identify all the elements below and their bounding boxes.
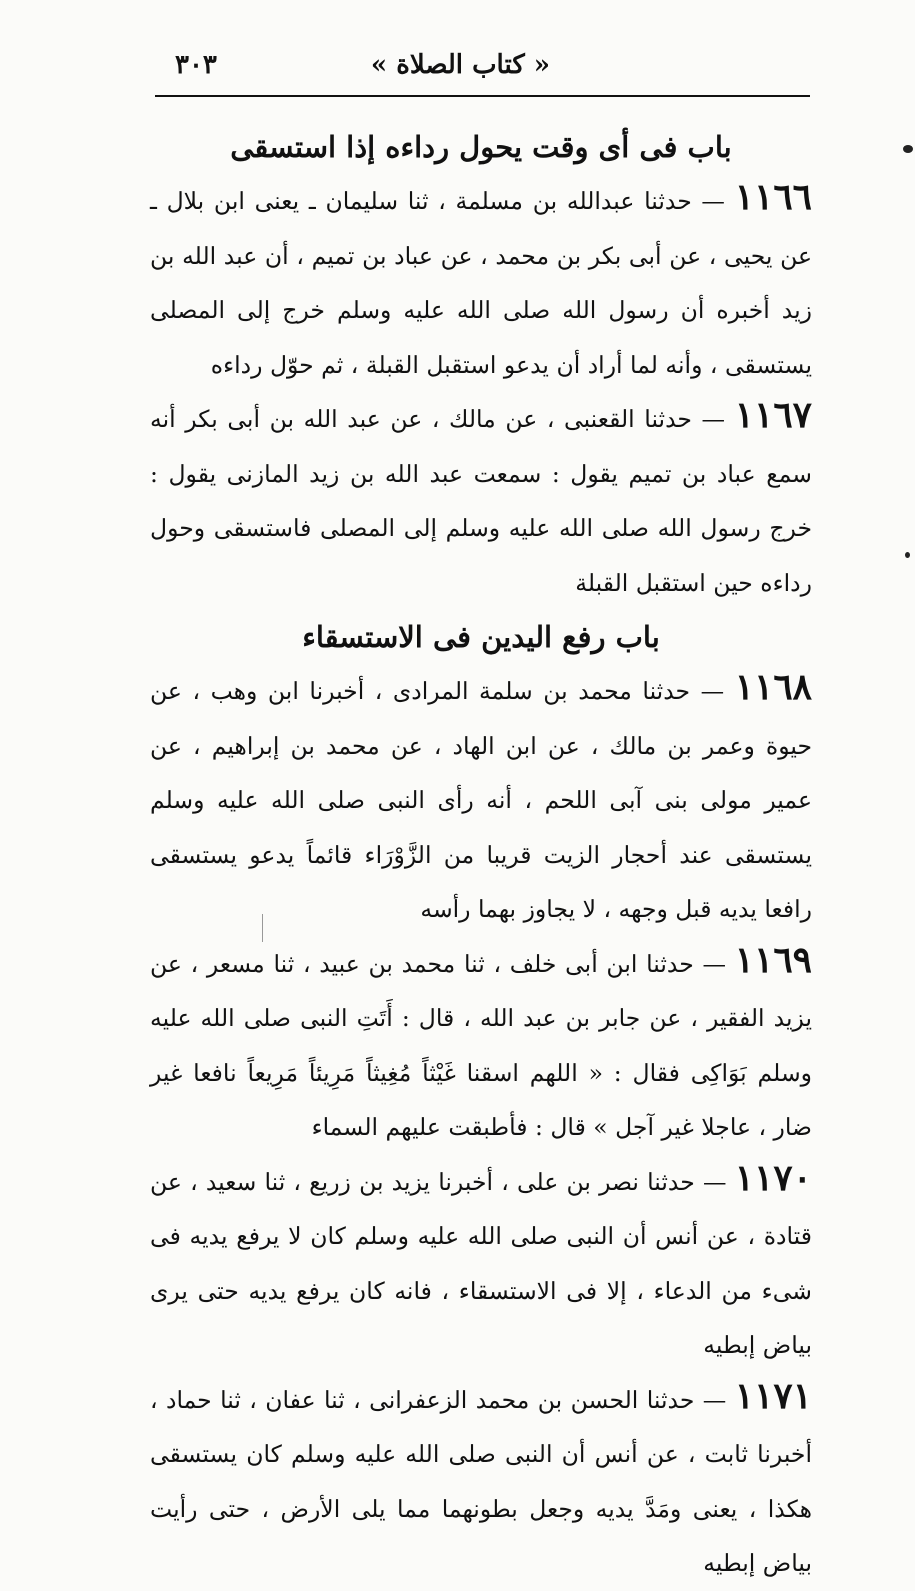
hadith-paragraph [150,937,812,1155]
hadith-number: ١١٦٩ [734,938,812,981]
hadith-number: ١١٧١ [734,1374,812,1417]
page-body [150,120,812,1591]
hadith-paragraph [150,1373,812,1591]
hadith-number: ١١٧٠ [734,1156,812,1199]
scan-blemish [903,145,913,153]
hadith-text: — حدثنا القعنبى ، عن مالك ، عن عبد الله بن أبى بكر أنه سمع عباد بن تميم يقول : سمعت عبد الله بن زيد المازنى يقول : خرج رسول الله صلى الله عليه وسلم إلى المصلى فاستسقى وحول رداءه حين استقبل القبلة [150,405,812,597]
page-number: ٣٠٣ [175,50,217,80]
hadith-text: — حدثنا الحسن بن محمد الزعفرانى ، ثنا عفان ، ثنا حماد ، أخبرنا ثابت ، عن أنس أن النبى صلى الله عليه وسلم كان يستسقى هكذا ، يعنى ومَدَّ يديه وجعل بطونهما مما يلى الأرض ، حتى رأيت بياض إبطيه [150,1385,812,1577]
page-header [155,48,810,94]
hadith-number: ١١٦٦ [734,176,812,218]
hadith-paragraph [150,392,812,610]
hadith-paragraph [150,174,812,392]
hadith-text: — حدثنا محمد بن سلمة المرادى ، أخبرنا ابن وهب ، عن حيوة وعمر بن مالك ، عن ابن الهاد ، عن محمد بن إبراهيم ، عن عمير مولى بنى آبى اللحم ، أنه رأى النبى صلى الله عليه وسلم يستسقى عند أحجار الزيت قريبا من الزَّوْرَاء قائماً يدعو يستسقى رافعا يديه قبل وجهه ، لا يجاوز بهما رأسه [150,677,812,923]
scan-blemish [262,914,263,942]
hadith-number: ١١٦٧ [734,394,812,436]
scan-blemish [905,552,910,558]
hadith-paragraph [150,664,812,937]
chapter-title: باب رفع اليدين فى الاستسقاء [302,620,660,654]
hadith-text: — حدثنا ابن أبى خلف ، ثنا محمد بن عبيد ، ثنا مسعر ، عن يزيد الفقير ، عن جابر بن عبد الله ، قال : أَتَتِ النبى صلى الله عليه وسلم بَوَاكِى فقال : « اللهم اسقنا غَيْثاً مُغِيثاً مَرِيئاً مَرِيعاً نافعا غير ضار ، عاجلا غير آجل » قال : فأطبقت عليهم السماء [150,949,812,1141]
chapter-title: باب فى أى وقت يحول رداءه إذا استسقى [230,130,732,164]
hadith-number: ١١٦٨ [734,666,812,708]
header-rule [155,95,810,97]
hadith-text: — حدثنا نصر بن على ، أخبرنا يزيد بن زريع ، ثنا سعيد ، عن قتادة ، عن أنس أن النبى صلى الله عليه وسلم كان لا يرفع يديه فى شىء من الدعاء ، إلا فى الاستسقاء ، فانه كان يرفع يديه حتى يرى بياض إبطيه [150,1167,812,1359]
hadith-paragraph [150,1155,812,1373]
running-title: « كتاب الصلاة » [370,50,550,80]
hadith-text: — حدثنا عبدالله بن مسلمة ، ثنا سليمان ـ يعنى ابن بلال ـ عن يحيى ، عن أبى بكر بن محمد ، عن عباد بن تميم ، أن عبد الله بن زيد أخبره أن رسول الله صلى الله عليه وسلم خرج إلى المصلى يستسقى ، وأنه لما أراد أن يدعو استقبل القبلة ، ثم حوّل رداءه [150,187,812,379]
